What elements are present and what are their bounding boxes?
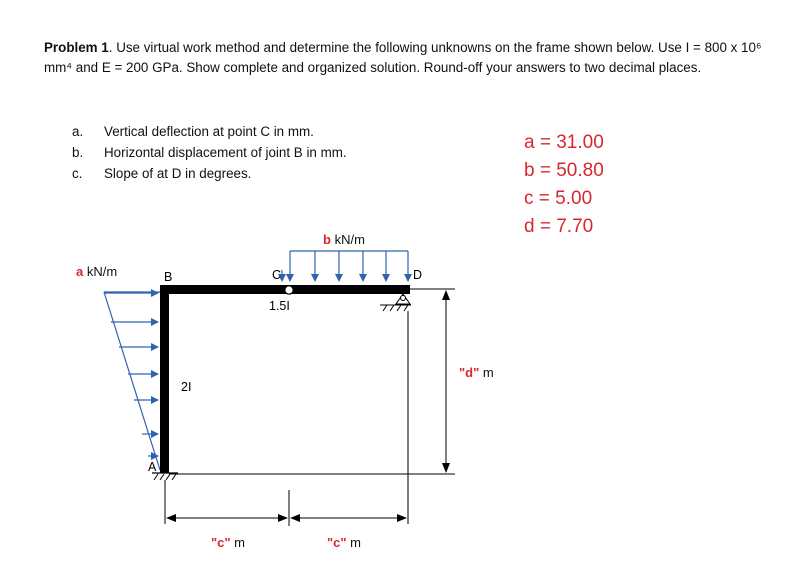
task-label: a.: [72, 124, 84, 139]
answer-a: a = 31.00: [524, 132, 604, 153]
dim-c-right-label: "c" m: [327, 535, 362, 550]
dimension-d: [442, 290, 450, 473]
answer-d: d = 7.70: [524, 216, 594, 237]
answer-c: c = 5.00: [524, 188, 593, 209]
beam-inertia-label: 1.5I: [269, 299, 290, 313]
column-ab: [160, 285, 169, 473]
node-d-label: D: [413, 268, 423, 282]
task-text: Horizontal displacement of joint B in mm.: [104, 145, 347, 160]
problem-text: . Use virtual work method and determine the following unknowns on the frame shown below. Use I = 800 x 10⁶ mm⁴ and E = 200 GPa. Show complete and organized solution. Round-off your answers to two decimal places.: [44, 40, 762, 75]
node-c-label: C: [272, 268, 282, 282]
load-left-label: a kN/m: [76, 264, 118, 279]
dim-d-label: "d" m: [459, 365, 494, 380]
column-inertia-label: 2I: [181, 380, 192, 394]
node-a-label: A: [148, 460, 157, 474]
task-text: Slope of at D in degrees.: [104, 166, 252, 181]
answer-b: b = 50.80: [524, 160, 604, 181]
problem-title: Problem 1: [44, 40, 109, 55]
uniform-load: [282, 251, 408, 281]
dim-c-left-label: "c" m: [211, 535, 246, 550]
node-b-label: B: [164, 270, 173, 284]
task-label: c.: [72, 166, 83, 181]
hinge-c: [285, 286, 293, 294]
task-label: b.: [72, 145, 84, 160]
load-top-label: b kN/m: [323, 232, 365, 247]
triangular-load: [104, 292, 160, 470]
task-text: Vertical deflection at point C in mm.: [104, 124, 314, 139]
dimension-c: [166, 514, 407, 522]
pin-support-d: [380, 294, 411, 311]
